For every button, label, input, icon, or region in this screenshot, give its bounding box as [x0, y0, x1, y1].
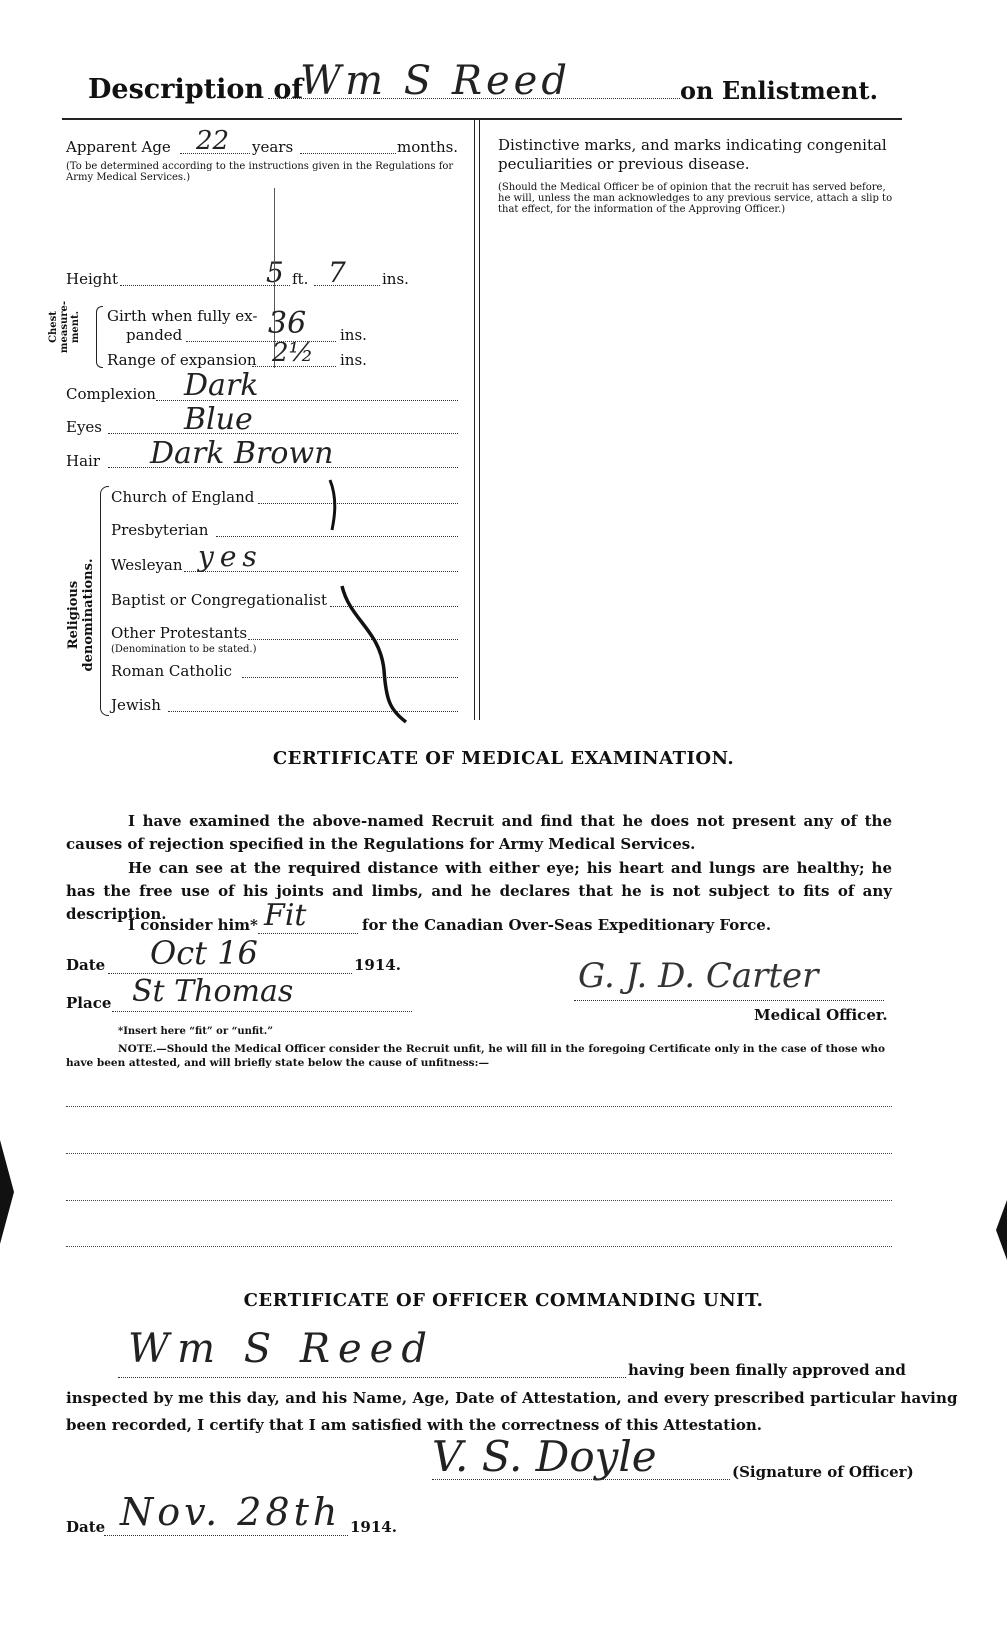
ft-label: ft. [292, 270, 309, 288]
scan-edge-left [0, 1140, 14, 1244]
complexion-value: Dark [184, 368, 259, 403]
girth-unit: ins. [340, 326, 367, 344]
commanding-signature: V. S. Doyle [432, 1432, 657, 1481]
commanding-date-line [104, 1535, 348, 1536]
column-divider [474, 118, 475, 720]
religion-jewish: Jewish [111, 696, 161, 714]
commanding-date-label: Date [66, 1518, 106, 1536]
column-divider-2 [479, 118, 480, 720]
unfit-line-4 [66, 1246, 892, 1247]
commanding-name-handwritten: Wm S Reed [128, 1326, 435, 1372]
commanding-line1-suffix: having been finally approved and [628, 1361, 906, 1379]
height-label: Height [66, 270, 119, 288]
age-value: 22 [196, 126, 230, 156]
unfit-line-2 [66, 1153, 892, 1154]
height-in-value: 7 [328, 256, 346, 289]
consider-value: Fit [264, 898, 307, 933]
eyes-label: Eyes [66, 418, 102, 436]
hair-value: Dark Brown [150, 436, 334, 471]
height-ft-value: 5 [266, 256, 284, 289]
medical-place-line [112, 1011, 412, 1012]
age-note: (To be determined according to the instructions given in the Regulations for Army Medical Services.) [66, 161, 454, 183]
chest-side-label: Chest measure-ment. [48, 300, 81, 354]
height-ins-label: ins. [382, 270, 409, 288]
header-suffix: on Enlistment. [680, 76, 878, 105]
commanding-line3: been recorded, I certify that I am satisfied with the correctness of this Attestation. [66, 1416, 763, 1434]
complexion-label: Complexion [66, 385, 156, 403]
religion-presbyterian: Presbyterian [111, 521, 209, 539]
range-value: 2½ [272, 338, 314, 368]
commanding-year-label: 1914. [350, 1518, 397, 1536]
hair-label: Hair [66, 452, 100, 470]
medical-note: NOTE.—Should the Medical Officer consider the Recruit unfit, he will fill in the foregoing Certificate only in the case of those who have been attested, and will briefly state below the cause of unfitness:— [66, 1043, 885, 1069]
medical-year-label: 1914. [354, 956, 401, 974]
commanding-line2: inspected by me this day, and his Name, Age, Date of Attestation, and every prescribed particular having [66, 1389, 958, 1407]
consider-line [258, 933, 358, 934]
religion-bracket-strokes [320, 470, 420, 730]
religion-other-protestants: Other Protestants [111, 624, 248, 642]
apparent-age-label: Apparent Age [66, 138, 171, 156]
eyes-value: Blue [184, 402, 253, 437]
medical-title: CERTIFICATE OF MEDICAL EXAMINATION. [272, 748, 735, 769]
medical-officer-signature: G. J. D. Carter [578, 956, 819, 996]
medical-place-value: St Thomas [132, 974, 294, 1009]
months-label: months. [397, 138, 459, 156]
religion-brace [100, 486, 109, 716]
girth-label-2: panded [126, 326, 183, 344]
top-rule [62, 118, 902, 120]
eyes-line [108, 433, 458, 434]
religion-side-label: Religious denominations. [66, 558, 96, 672]
years-label: years [252, 138, 294, 156]
commanding-signature-label: (Signature of Officer) [732, 1463, 914, 1481]
header-prefix: Description of [88, 74, 303, 105]
height-line [120, 285, 290, 286]
consider-prefix: I consider him* [128, 916, 258, 934]
commanding-date-value: Nov. 28th [120, 1490, 342, 1534]
medical-date-label: Date [66, 956, 106, 974]
medical-place-label: Place [66, 994, 112, 1012]
other-protestants-note: (Denomination to be stated.) [111, 644, 257, 655]
religion-wesleyan: Wesleyan [111, 556, 183, 574]
girth-value: 36 [268, 306, 307, 341]
medical-officer-label: Medical Officer. [754, 1006, 888, 1024]
insert-note: *Insert here “fit” or “unfit.” [118, 1026, 273, 1037]
girth-label-1: Girth when fully ex- [107, 307, 258, 325]
commanding-signature-line [432, 1479, 730, 1480]
chest-brace [96, 306, 103, 368]
religion-wesleyan-value: yes [198, 540, 263, 573]
religion-baptist: Baptist or Congregationalist [111, 591, 327, 609]
range-unit: ins. [340, 351, 367, 369]
months-line [300, 153, 396, 154]
unfit-line-3 [66, 1200, 892, 1201]
scan-edge-right [996, 1200, 1007, 1260]
distinctive-marks-heading: Distinctive marks, and marks indicating congenital peculiarities or previous disease. [498, 136, 887, 173]
height-in-line [314, 285, 380, 286]
header-name-handwritten: Wm S Reed [300, 58, 571, 104]
medical-para2: He can see at the required distance with either eye; his heart and lungs are healthy; he has the free use of his joints and limbs, and he declares that he is not subject to fits of any description. [66, 859, 892, 923]
range-label: Range of expansion [107, 351, 257, 369]
unfit-line-1 [66, 1106, 892, 1107]
commanding-title: CERTIFICATE OF OFFICER COMMANDING UNIT. [243, 1290, 764, 1311]
distinctive-marks-note: (Should the Medical Officer be of opinion that the recruit has served before, he will, unless the man acknowledges to any previous service, attach a slip to that effect, for the information of the Approving Officer.) [498, 182, 893, 215]
commanding-name-line [118, 1377, 626, 1378]
religion-roman-catholic: Roman Catholic [111, 662, 233, 680]
religion-church-of-england: Church of England [111, 488, 255, 506]
medical-date-value: Oct 16 [150, 934, 258, 972]
medical-para1: I have examined the above-named Recruit and find that he does not present any of the causes of rejection specified in the Regulations for Army Medical Services. [66, 812, 892, 853]
medical-signature-line [574, 1000, 884, 1001]
consider-suffix: for the Canadian Over-Seas Expeditionary Force. [362, 916, 772, 934]
